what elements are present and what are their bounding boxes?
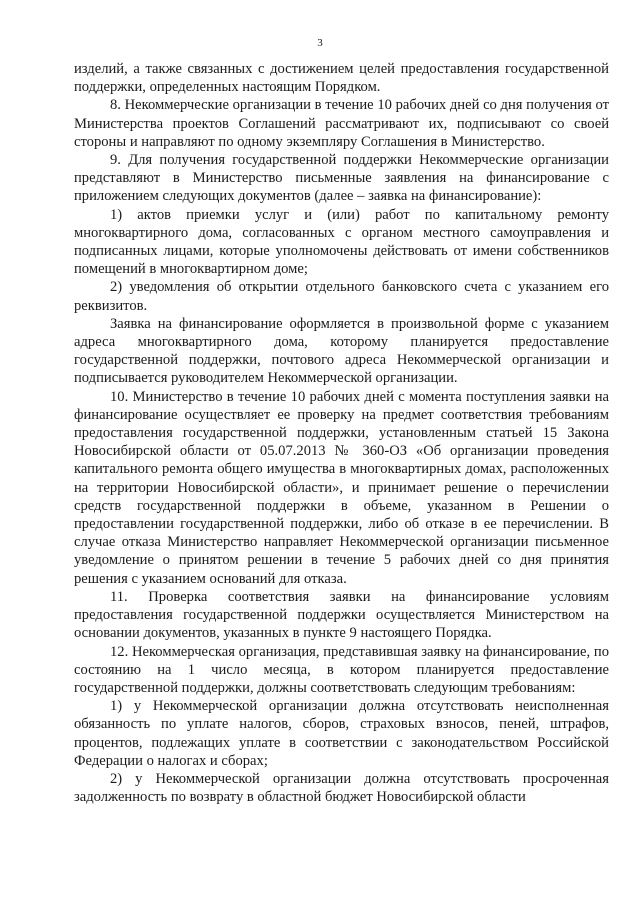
paragraph-item-12-sub-2: 2) у Некоммерческой организации должна отсутствовать просроченная задолженность по возврату в областной бюджет Новосибирской области <box>74 770 609 806</box>
paragraph-item-12-sub-1: 1) у Некоммерческой организации должна отсутствовать неисполненная обязанность по уплате налогов, сборов, страховых взносов, пеней, штрафов, процентов, подлежащих уплате в соответствии с законодательством Российской Федерации о налогах и сборах; <box>74 698 609 769</box>
paragraph-item-11: 11. Проверка соответствия заявки на финансирование условиям предоставления государственной поддержки осуществляется Министерством на основании документов, указанных в пункте 9 настоящего Порядка. <box>74 588 609 642</box>
paragraph-item-9: 9. Для получения государственной поддержки Некоммерческие организации представляют в Министерство письменные заявления на финансирование с приложением следующих документов (далее – заявка на финансирование): <box>74 152 609 205</box>
paragraph-item-9-sub-1: 1) актов приемки услуг и (или) работ по капитальному ремонту многоквартирного дома, согласованных с органом местного самоуправления и подписанных лицами, которые уполномочены действовать от имени собственников помещений в многоквартирном доме; <box>74 206 609 278</box>
paragraph-item-12: 12. Некоммерческая организация, представившая заявку на финансирование, по состоянию на 1 число месяца, в котором планируется предоставление государственной поддержки, должны соответствовать следующим требованиям: <box>74 643 609 696</box>
paragraph-continuation: изделий, а также связанных с достижением целей предоставления государственной поддержки, определенных настоящим Порядком. <box>74 61 609 96</box>
page-number: 3 <box>317 37 323 49</box>
document-body <box>74 60 609 806</box>
paragraph-item-9-sub-2: 2) уведомления об открытии отдельного банковского счета с указанием его реквизитов. <box>74 279 609 314</box>
paragraph-item-8: 8. Некоммерческие организации в течение 10 рабочих дней со дня получения от Министерства проектов Соглашений рассматривают их, подписывают со своей стороны и направляют по одному экземпляру Соглашения в Министерство. <box>74 97 609 150</box>
paragraph-item-10: 10. Министерство в течение 10 рабочих дней с момента поступления заявки на финансирование осуществляет ее проверку на предмет соответствия требованиям предоставления государственной поддержки, установленным статьей 15 Закона Новосибирской области от 05.07.2013 № 360-ОЗ «Об организации проведения капитального ремонта общего имущества в многоквартирных домах, расположенных на территории Новосибирской области», и принимает решение о перечислении средств государственной поддержки в объеме, указанном в Решении о предоставлении государственной поддержки, либо об отказе в ее перечислении. В случае отказа Министерство направляет Некоммерческой организации письменное уведомление о принятом решении в течение 5 рабочих дней со дня принятия решения с указанием оснований для отказа. <box>74 388 609 587</box>
paragraph-application-form: Заявка на финансирование оформляется в произвольной форме с указанием адреса многоквартирного дома, которому планируется предоставление государственной поддержки, почтового адреса Некоммерческой организации и подписывается руководителем Некоммерческой организации. <box>74 315 609 387</box>
